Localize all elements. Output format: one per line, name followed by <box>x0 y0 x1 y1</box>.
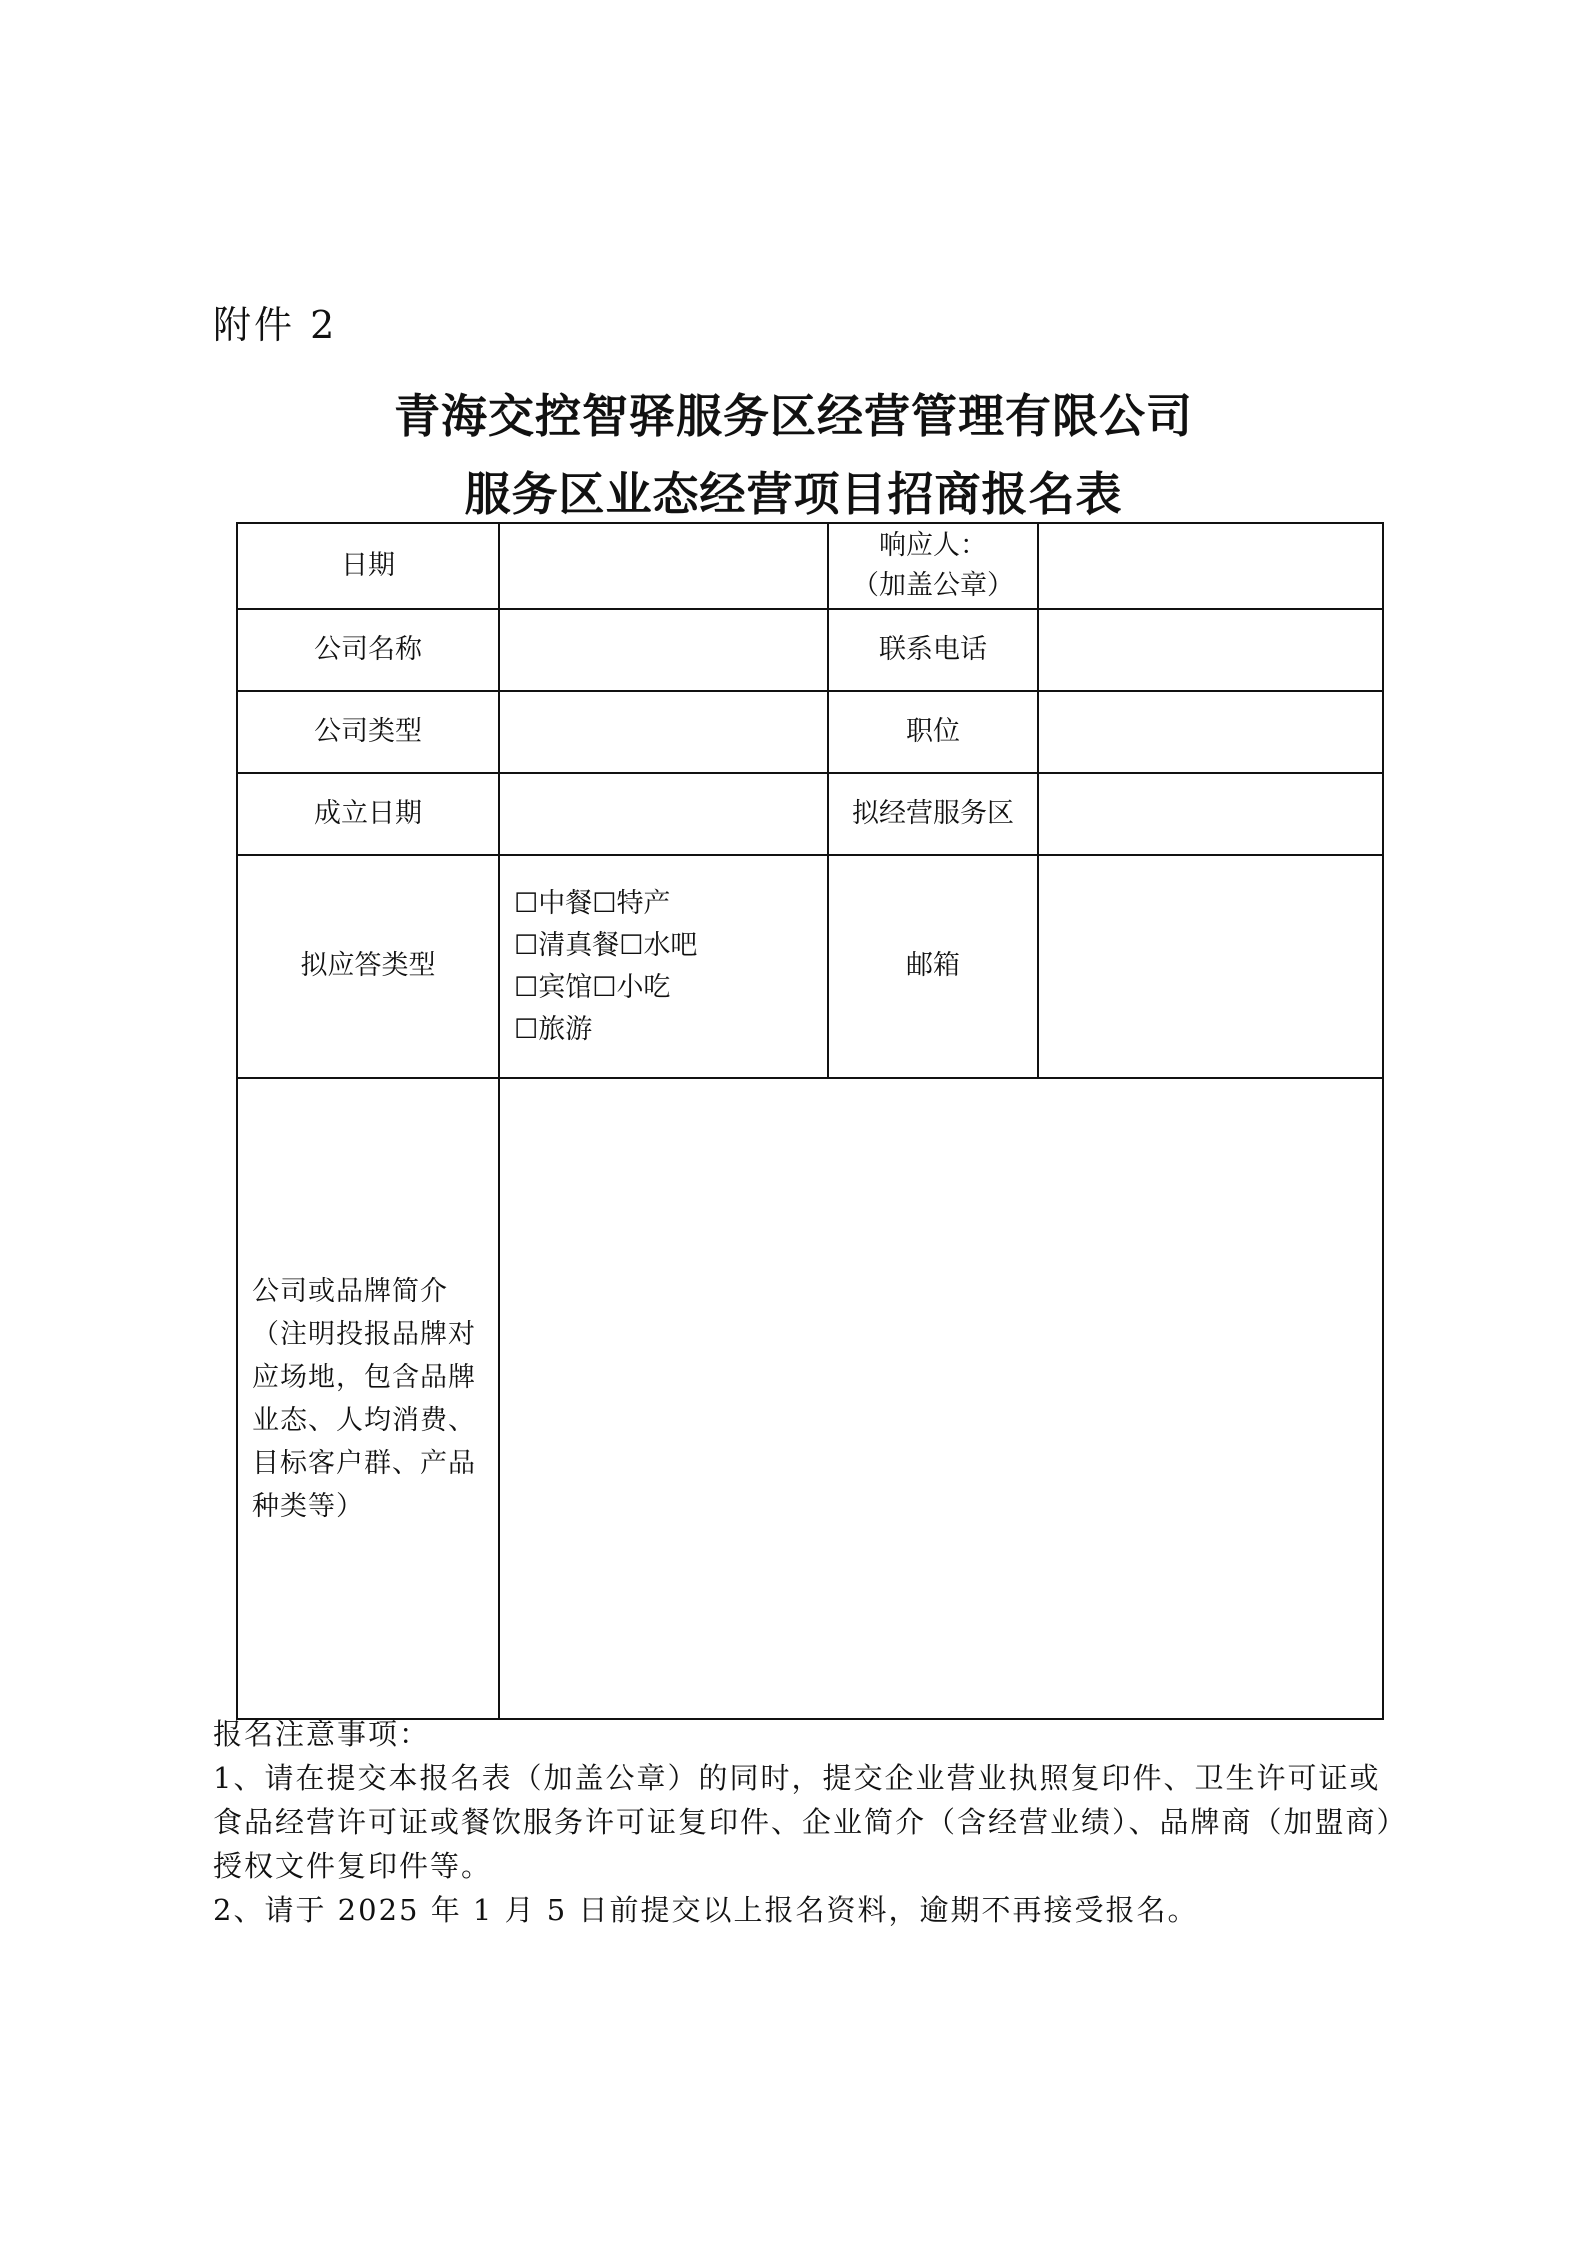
checkbox-drinks-bar[interactable]: ☐ <box>619 929 644 961</box>
table-row <box>237 855 1383 1078</box>
established-date-field[interactable] <box>499 773 828 855</box>
phone-field[interactable] <box>1038 609 1383 691</box>
option-label: 清真餐 <box>538 929 620 961</box>
respondent-label-cell <box>828 523 1038 609</box>
attachment-label: 附件 2 <box>213 303 338 347</box>
respondent-field[interactable] <box>1038 523 1383 609</box>
option-line <box>514 883 827 925</box>
option-line <box>514 967 827 1009</box>
service-area-field[interactable] <box>1038 773 1383 855</box>
option-label: 水吧 <box>643 929 698 961</box>
table-row <box>237 1078 1383 1719</box>
company-name-field[interactable] <box>499 609 828 691</box>
option-label: 中餐 <box>538 887 593 919</box>
notes-item-2: 2、请于 2025 年 1 月 5 日前提交以上报名资料，逾期不再接受报名。 <box>213 1893 1199 1927</box>
respondent-label: 响应人： <box>879 529 987 561</box>
date-field[interactable] <box>499 523 828 609</box>
notes-heading: 报名注意事项： <box>213 1717 431 1751</box>
table-row <box>237 609 1383 691</box>
option-label: 宾馆 <box>538 971 593 1003</box>
form-title-line2: 服务区业态经营项目招商报名表 <box>464 467 1123 521</box>
respondent-seal-note: （加盖公章） <box>852 570 1014 601</box>
established-date-label: 成立日期 <box>237 773 499 855</box>
option-line <box>514 1009 827 1051</box>
checkbox-tourism[interactable]: ☐ <box>514 1013 539 1045</box>
registration-form-table <box>236 522 1384 1720</box>
option-label: 旅游 <box>538 1013 593 1045</box>
position-label: 职位 <box>828 691 1038 773</box>
table-row <box>237 773 1383 855</box>
option-label: 特产 <box>616 887 671 919</box>
option-label: 小吃 <box>616 971 671 1003</box>
notes-item-1: 1、请在提交本报名表（加盖公章）的同时，提交企业营业执照复印件、卫生许可证或食品经营许可证或餐饮服务许可证复印件、企业简介（含经营业绩）、品牌商（加盟商）授权文件复印件等。 <box>213 1761 1394 1883</box>
form-title-line1: 青海交控智驿服务区经营管理有限公司 <box>394 389 1193 443</box>
checkbox-snacks[interactable]: ☐ <box>592 971 617 1003</box>
position-field[interactable] <box>1038 691 1383 773</box>
company-intro-label: 公司或品牌简介（注明投报品牌对应场地，包含品牌业态、人均消费、目标客户群、产品种类等） <box>237 1078 499 1719</box>
company-name-label: 公司名称 <box>237 609 499 691</box>
company-type-label: 公司类型 <box>237 691 499 773</box>
response-type-options <box>499 855 828 1078</box>
table-row <box>237 523 1383 609</box>
date-label: 日期 <box>237 523 499 609</box>
service-area-label: 拟经营服务区 <box>828 773 1038 855</box>
checkbox-chinese-food[interactable]: ☐ <box>514 887 539 919</box>
registration-notes <box>213 1712 1403 1932</box>
checkbox-hotel[interactable]: ☐ <box>514 971 539 1003</box>
company-intro-field[interactable] <box>499 1078 1383 1719</box>
table-row <box>237 691 1383 773</box>
option-line <box>514 925 827 967</box>
checkbox-specialty[interactable]: ☐ <box>592 887 617 919</box>
email-field[interactable] <box>1038 855 1383 1078</box>
response-type-label: 拟应答类型 <box>237 855 499 1078</box>
company-type-field[interactable] <box>499 691 828 773</box>
checkbox-halal-food[interactable]: ☐ <box>514 929 539 961</box>
email-label: 邮箱 <box>828 855 1038 1078</box>
phone-label: 联系电话 <box>828 609 1038 691</box>
